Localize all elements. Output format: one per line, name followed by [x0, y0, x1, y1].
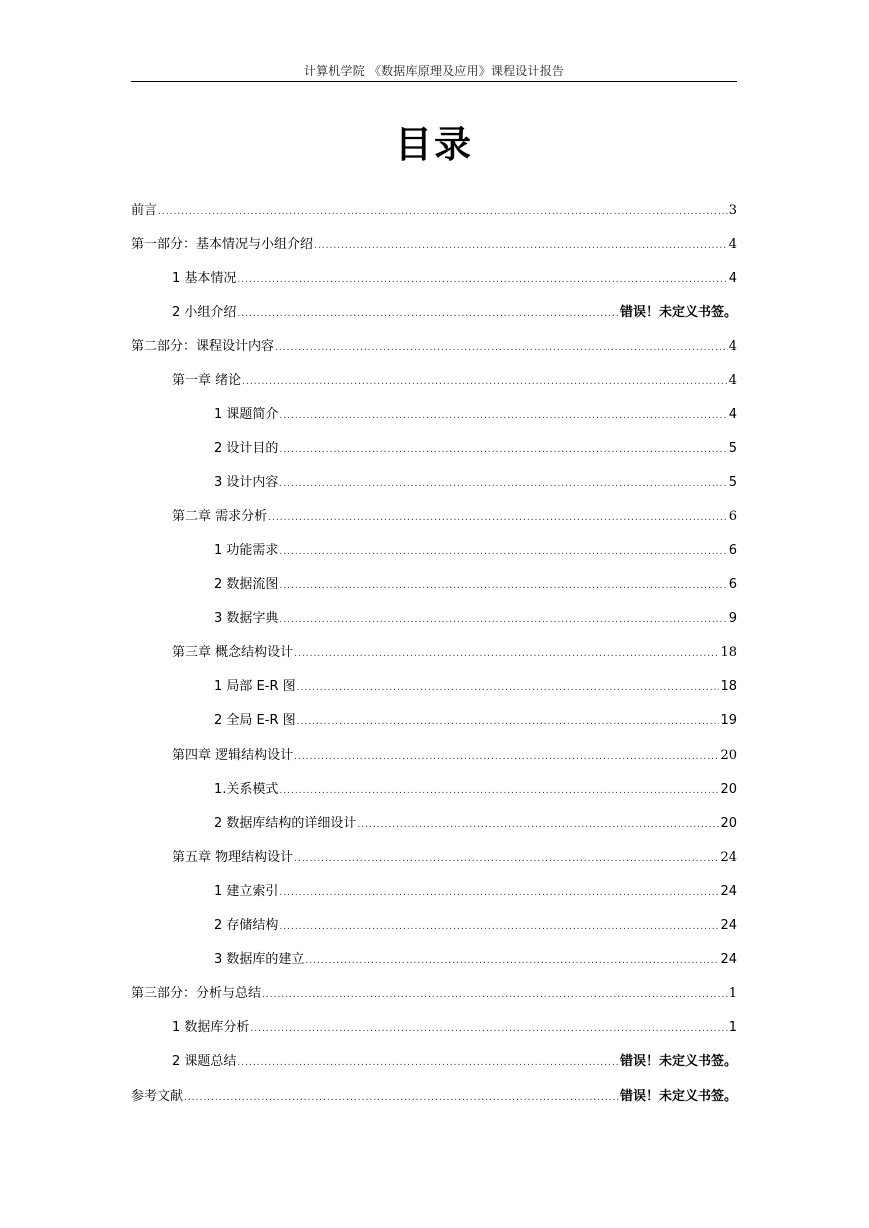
toc-entry-chapter-2[interactable] [172, 507, 737, 527]
toc-entry-part-1[interactable] [131, 235, 737, 255]
toc-entry-build-database[interactable] [214, 950, 737, 970]
toc-leader-dots [357, 815, 719, 835]
toc-entry-group-intro[interactable] [172, 303, 737, 323]
toc-entry-label: 3 数据字典 [214, 611, 279, 626]
toc-entry-label: 2 设计目的 [214, 441, 279, 456]
toc-entry-chapter-1[interactable] [172, 371, 737, 391]
toc-entry-label: 2 存储结构 [214, 918, 279, 933]
toc-entry-label: 2 数据流图 [214, 577, 279, 592]
toc-leader-dots [268, 508, 728, 528]
toc-entry-chapter-3[interactable] [172, 643, 737, 663]
toc-entry-topic-intro[interactable] [214, 405, 737, 425]
toc-page-number: 4 [728, 271, 737, 286]
toc-page-number: 18 [720, 679, 737, 694]
toc-entry-label: 第三部分：分析与总结 [131, 986, 262, 1001]
toc-entry-relational-schema[interactable] [214, 780, 737, 800]
toc-leader-dots [297, 678, 720, 698]
toc-entry-label: 1 数据库分析 [172, 1020, 250, 1035]
toc-page-number: 5 [728, 475, 737, 490]
toc-entry-label: 第五章 物理结构设计 [172, 850, 294, 865]
toc-page-number: 5 [728, 441, 737, 456]
toc-page-number: 1 [728, 1020, 737, 1035]
toc-entry-label: 第二部分：课程设计内容 [131, 339, 275, 354]
toc-entry-label: 3 数据库的建立 [214, 952, 305, 967]
toc-leader-dots [294, 747, 719, 767]
toc-entry-label: 1 局部 E-R 图 [214, 679, 296, 694]
toc-page-number: 19 [720, 713, 737, 728]
toc-leader-dots [262, 985, 728, 1005]
toc-leader-dots [237, 1053, 619, 1073]
toc-entry-label: 2 小组介绍 [172, 305, 237, 320]
toc-leader-dots [250, 1019, 727, 1039]
toc-page-number: 9 [728, 611, 737, 626]
toc-entry-label: 1 基本情况 [172, 271, 237, 286]
toc-leader-dots [294, 849, 719, 869]
toc-entry-db-analysis[interactable] [172, 1018, 737, 1038]
toc-leader-dots [305, 951, 719, 971]
toc-entry-label: 第一部分：基本情况与小组介绍 [131, 237, 314, 252]
toc-entry-design-content[interactable] [214, 473, 737, 493]
toc-leader-dots [279, 474, 727, 494]
toc-leader-dots [279, 576, 727, 596]
toc-entry-label: 1 课题简介 [214, 407, 279, 422]
toc-entry-part-2[interactable] [131, 337, 737, 357]
toc-entry-data-dictionary[interactable] [214, 609, 737, 629]
toc-entry-references[interactable] [131, 1087, 737, 1107]
toc-leader-dots [294, 644, 719, 664]
toc-entry-data-flow[interactable] [214, 575, 737, 595]
toc-entry-label: 3 设计内容 [214, 475, 279, 490]
toc-entry-label: 2 课题总结 [172, 1054, 237, 1069]
toc-page-number: 1 [728, 986, 737, 1001]
toc-page-number: 20 [720, 748, 737, 763]
toc-entry-label: 参考文献 [131, 1089, 184, 1104]
toc-leader-dots [314, 236, 728, 256]
toc-leader-dots [275, 338, 728, 358]
toc-leader-dots [237, 270, 727, 290]
toc-entry-label: 前言 [131, 203, 158, 218]
toc-page-number: 4 [728, 407, 737, 422]
toc-entry-label: 第四章 逻辑结构设计 [172, 748, 294, 763]
toc-page-number: 4 [728, 237, 737, 252]
toc-page-number: 18 [720, 645, 737, 660]
toc-entry-label: 2 数据库结构的详细设计 [214, 816, 357, 831]
toc-entry-build-index[interactable] [214, 882, 737, 902]
page-header: 计算机学院 《数据库原理及应用》课程设计报告 [303, 64, 565, 78]
toc-page-number: 4 [728, 339, 737, 354]
toc-leader-dots [279, 440, 727, 460]
toc-entry-label: 第三章 概念结构设计 [172, 645, 294, 660]
toc-entry-topic-summary[interactable] [172, 1052, 737, 1072]
toc-leader-dots [158, 202, 728, 222]
toc-entry-preface[interactable] [131, 201, 737, 221]
toc-entry-chapter-5[interactable] [172, 848, 737, 868]
toc-entry-part-3[interactable] [131, 984, 737, 1004]
toc-page-number: 6 [728, 543, 737, 558]
toc-page-number: 24 [720, 850, 737, 865]
toc-leader-dots [279, 917, 719, 937]
toc-entry-basic-info[interactable] [172, 269, 737, 289]
toc-entry-functional-req[interactable] [214, 541, 737, 561]
toc-page-number: 6 [728, 577, 737, 592]
toc-entry-label: 第一章 绪论 [172, 373, 242, 388]
toc-entry-label: 2 全局 E-R 图 [214, 713, 296, 728]
toc-entry-local-er[interactable] [214, 677, 737, 697]
toc-entry-design-goal[interactable] [214, 439, 737, 459]
toc-leader-dots [242, 372, 728, 392]
toc-page-number: 3 [728, 203, 737, 218]
toc-leader-dots [279, 883, 719, 903]
toc-title: 目录 [395, 123, 473, 166]
toc-page-number: 20 [720, 816, 737, 831]
toc-entry-global-er[interactable] [214, 711, 737, 731]
toc-entry-label: 1.关系模式 [214, 782, 279, 797]
toc-leader-dots [279, 610, 727, 630]
toc-page-number: 20 [720, 782, 737, 797]
toc-page-number: 24 [720, 918, 737, 933]
toc-leader-dots [279, 406, 727, 426]
toc-entry-chapter-4[interactable] [172, 746, 737, 766]
toc-entry-label: 第二章 需求分析 [172, 509, 268, 524]
toc-page-error: 错误！未定义书签。 [619, 1089, 737, 1104]
toc-page-number: 4 [728, 373, 737, 388]
toc-entry-detailed-design[interactable] [214, 814, 737, 834]
toc-entry-label: 1 建立索引 [214, 884, 279, 899]
toc-leader-dots [297, 712, 720, 732]
toc-page-error: 错误！未定义书签。 [619, 305, 737, 320]
toc-page-number: 24 [720, 952, 737, 967]
toc-leader-dots [237, 304, 619, 324]
toc-leader-dots [184, 1088, 619, 1108]
toc-entry-storage-structure[interactable] [214, 916, 737, 936]
toc-entry-label: 1 功能需求 [214, 543, 279, 558]
toc-leader-dots [279, 781, 719, 801]
toc-page-error: 错误！未定义书签。 [619, 1054, 737, 1069]
toc-page-number: 24 [720, 884, 737, 899]
toc-leader-dots [279, 542, 727, 562]
toc-page-number: 6 [728, 509, 737, 524]
